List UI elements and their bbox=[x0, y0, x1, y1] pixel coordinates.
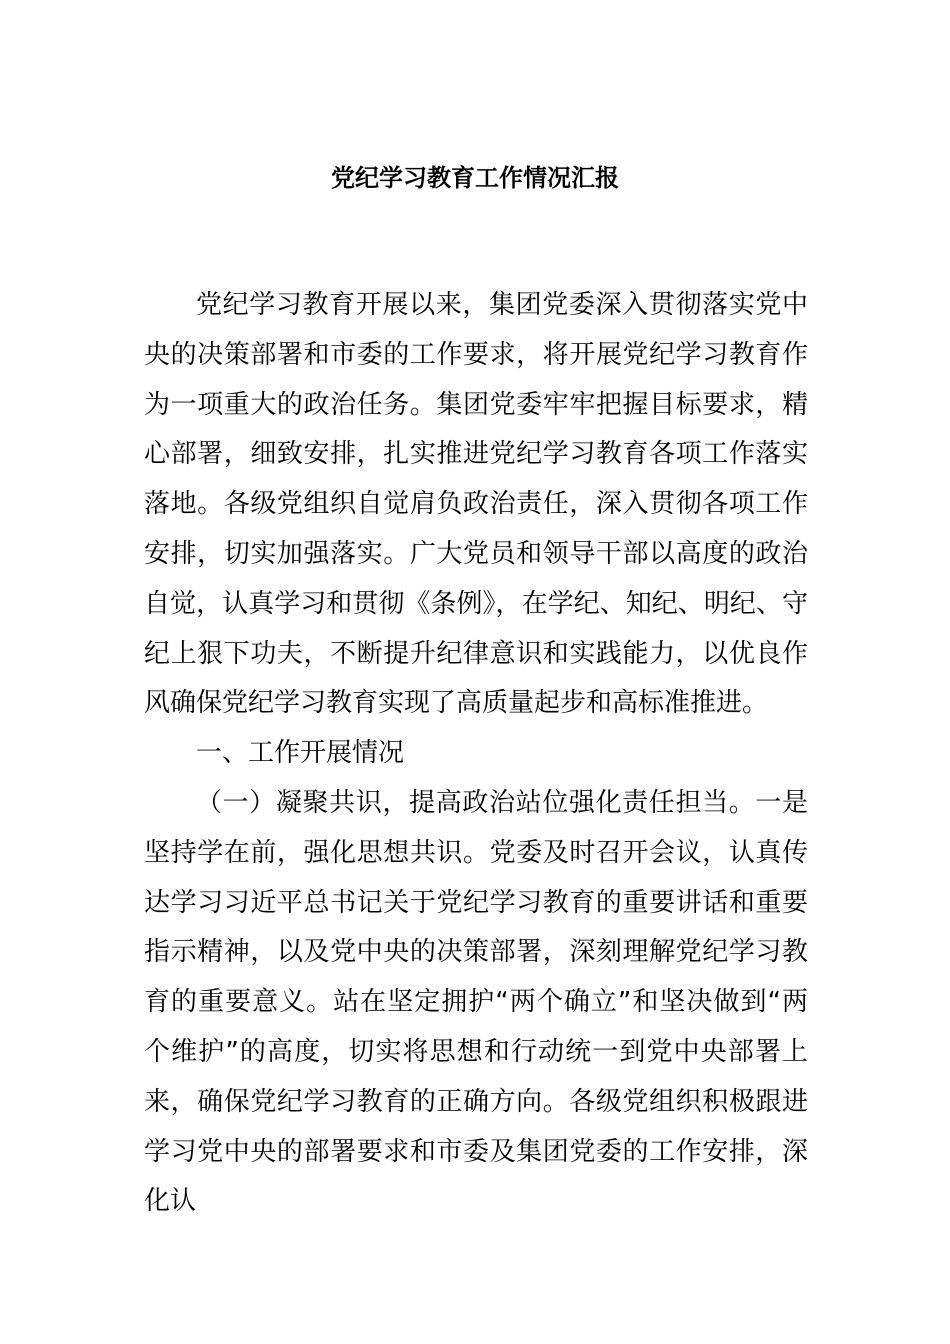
subsection-paragraph: （一）凝聚共识，提高政治站位强化责任担当。一是坚持学在前，强化思想共识。党委及时召开会议，认真传达学习习近平总书记关于党纪学习教育的重要讲话和重要指示精神，以及党中央的决策部署，深刻理解党纪学习教育的重要意义。站在坚定拥护“两个确立”和坚决做到“两个维护”的高度，切实将思想和行动统一到党中央部署上来，确保党纪学习教育的正确方向。各级党组织积极跟进学习党中央的部署要求和市委及集团党委的工作安排，深化认 bbox=[144, 787, 808, 1217]
section-heading: 一、工作开展情况 bbox=[196, 738, 405, 769]
intro-paragraph: 党纪学习教育开展以来，集团党委深入贯彻落实党中央的决策部署和市委的工作要求，将开展党纪学习教育作为一项重大的政治任务。集团党委牢牢把握目标要求，精心部署，细致安排，扎实推进党纪学习教育各项工作落实落地。各级党组织自觉肩负政治责任，深入贯彻各项工作安排，切实加强落实。广大党员和领导干部以高度的政治自觉，认真学习和贯彻《条例》，在学纪、知纪、明纪、守纪上狠下功夫，不断提升纪律意识和实践能力，以优良作风确保党纪学习教育实现了高质量起步和高标准推进。 bbox=[144, 290, 808, 719]
document-title: 党纪学习教育工作情况汇报 bbox=[331, 164, 619, 192]
document-body bbox=[144, 281, 808, 1227]
